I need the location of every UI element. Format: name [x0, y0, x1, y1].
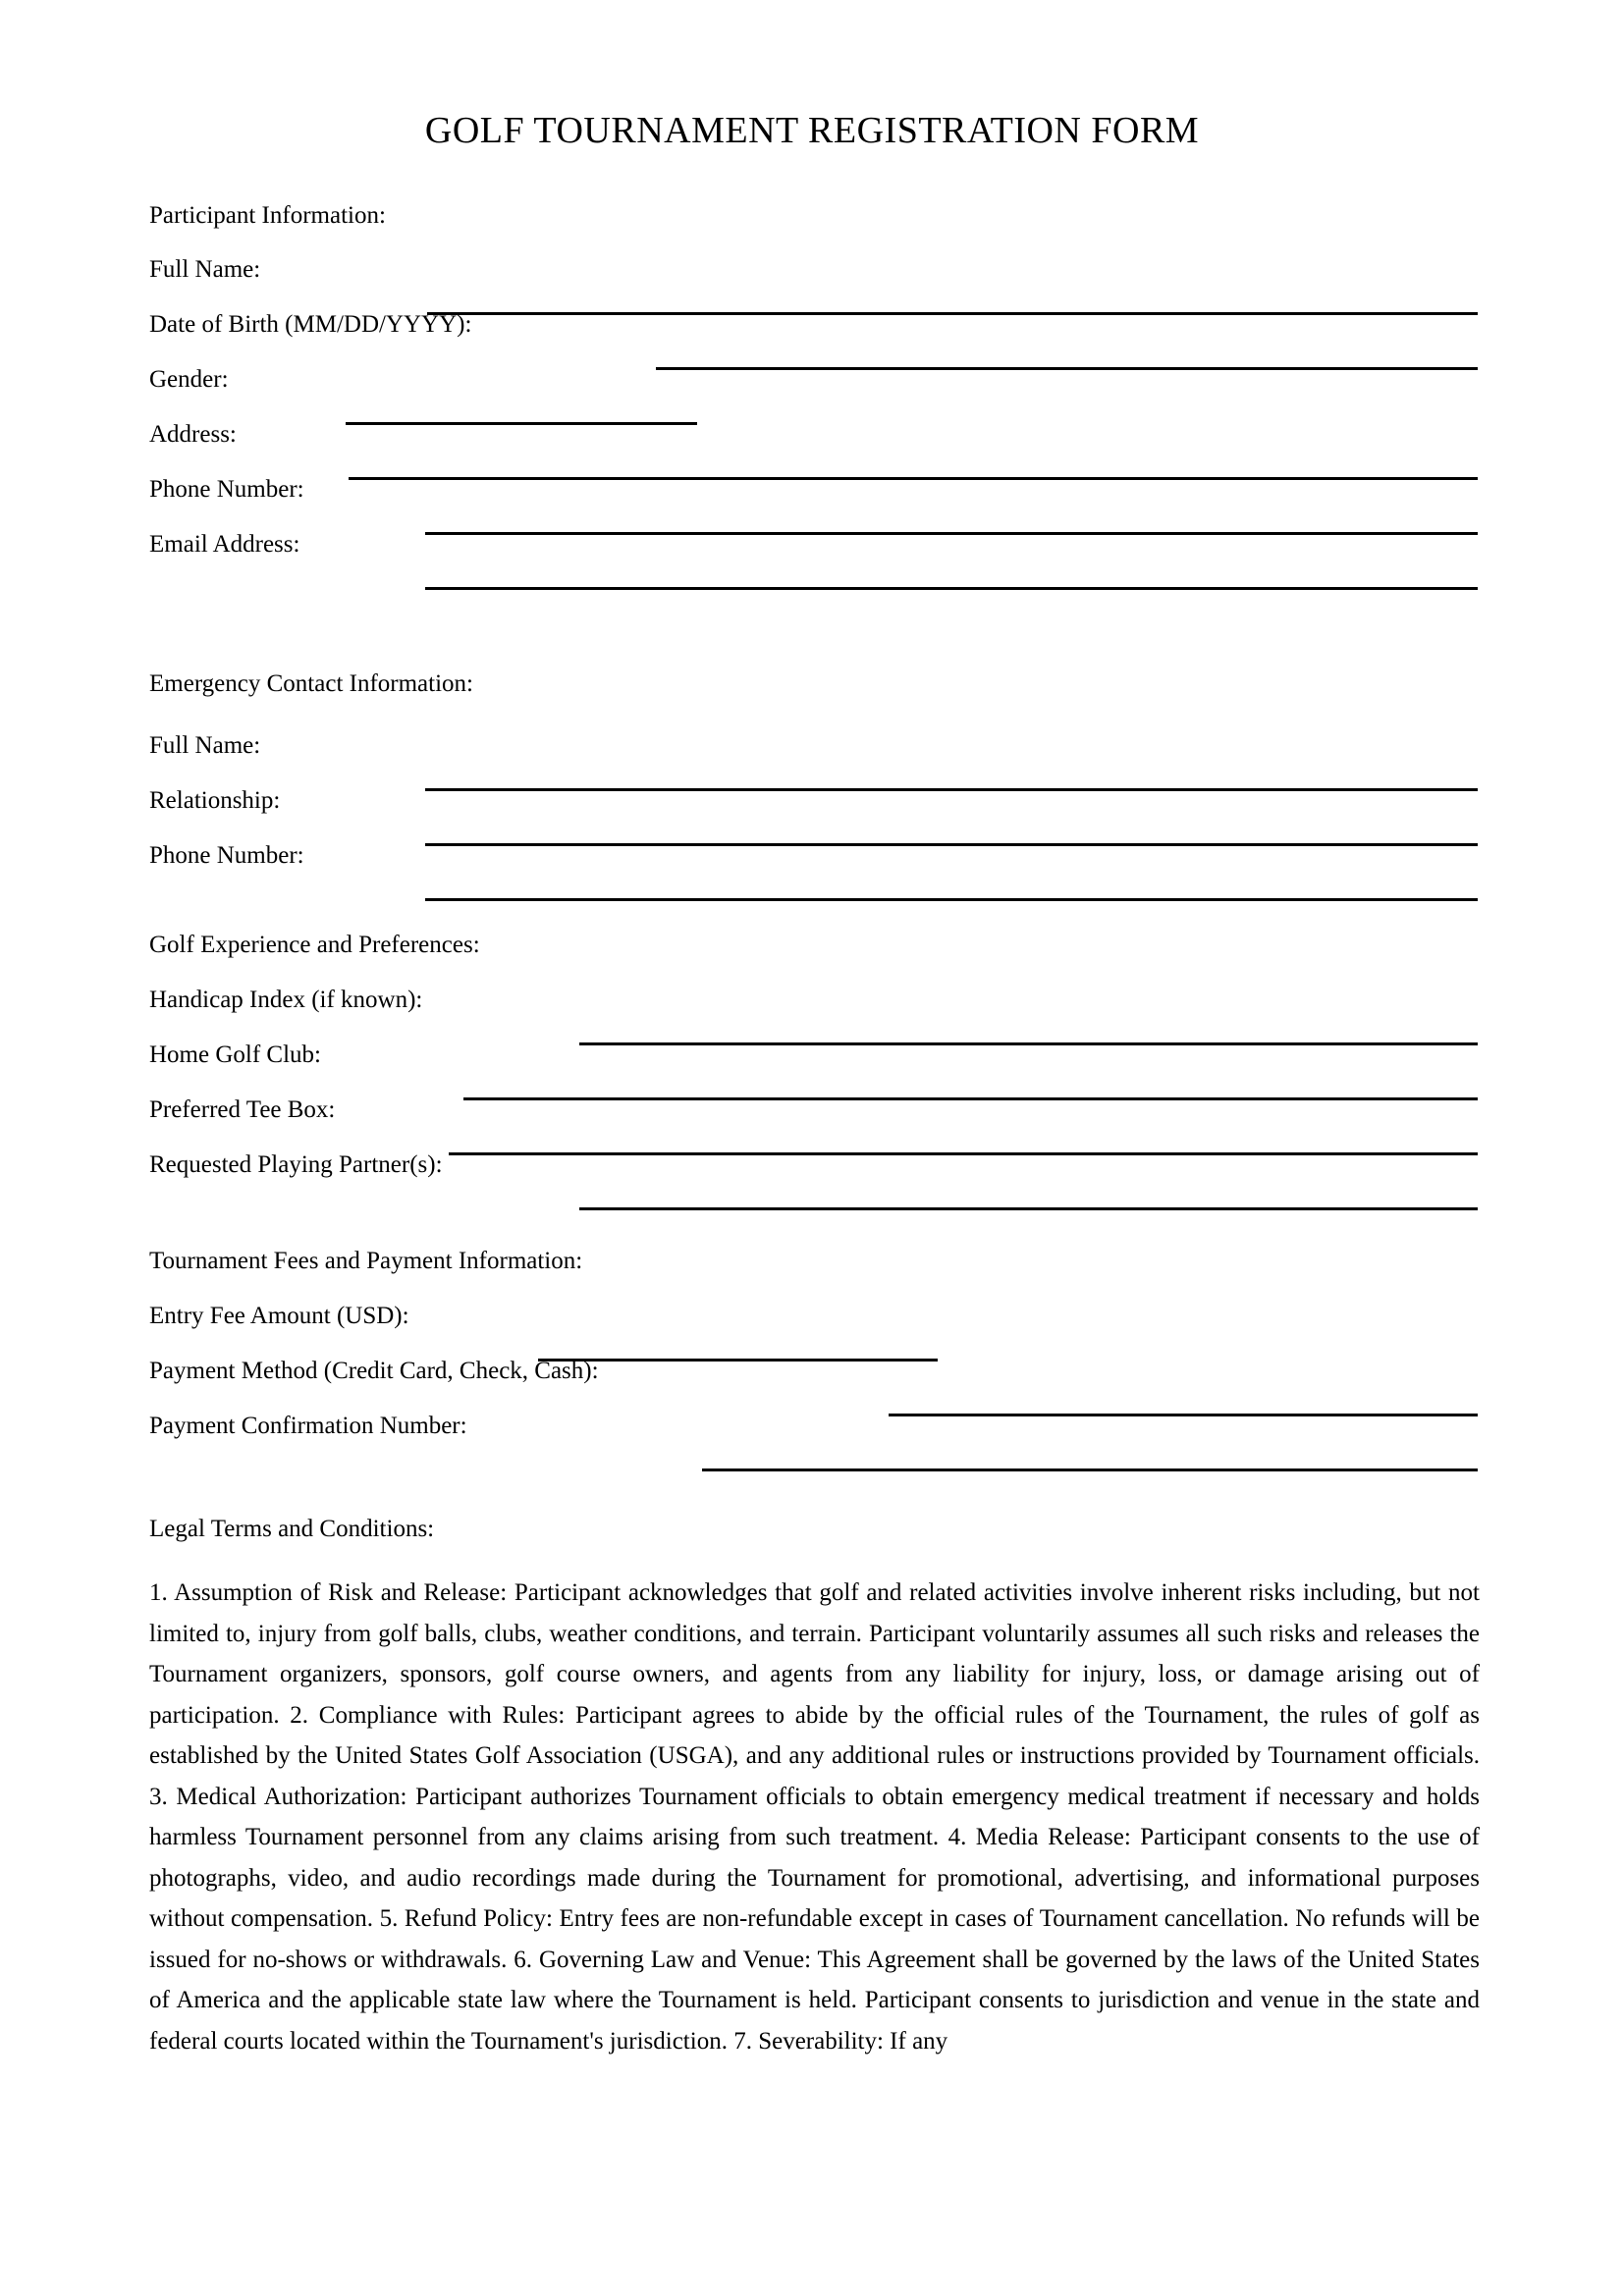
field-label-full-name: Full Name:: [149, 256, 261, 283]
field-label-emergency-full-name: Full Name:: [149, 732, 261, 759]
field-label-email-address: Email Address:: [149, 531, 300, 558]
field-input-requested-playing-partners[interactable]: [579, 1207, 1478, 1210]
field-label-entry-fee-amount: Entry Fee Amount (USD):: [149, 1303, 409, 1329]
field-label-phone-number: Phone Number:: [149, 476, 304, 503]
legal-terms-paragraph: 1. Assumption of Risk and Release: Participant acknowledges that golf and related activities involve inherent risks including, but not limited to, injury from golf balls, clubs, weather conditions, and terrain. Participant voluntarily assumes all such risks and releases the Tournament organizers, sponsors, golf course owners, and agents from any liability for injury, loss, or damage arising out of participation. 2. Compliance with Rules: Participant agrees to abide by the official rules of the Tournament, the rules of golf as established by the United States Golf Association (USGA), and any additional rules or instructions provided by Tournament officials. 3. Medical Authorization: Participant authorizes Tournament officials to obtain emergency medical treatment if necessary and holds harmless Tournament personnel from any claims arising from such treatment. 4. Media Release: Participant consents to the use of photographs, video, and audio recordings made during the Tournament for promotional, advertising, and informational purposes without compensation. 5. Refund Policy: Entry fees are non-refundable except in cases of Tournament cancellation. No refunds will be issued for no-shows or withdrawals. 6. Governing Law and Venue: This Agreement shall be governed by the laws of the United States of America and the applicable state law where the Tournament is held. Participant consents to jurisdiction and venue in the state and federal courts located within the Tournament's jurisdiction. 7. Severability: If any: [149, 1579, 1480, 2055]
section-heading-legal-terms-and-conditions: Legal Terms and Conditions:: [149, 1516, 435, 1542]
field-label-gender: Gender:: [149, 366, 229, 393]
field-label-emergency-relationship: Relationship:: [149, 787, 281, 814]
field-label-requested-playing-partners: Requested Playing Partner(s):: [149, 1151, 443, 1178]
field-input-preferred-tee-box[interactable]: [449, 1152, 1478, 1155]
field-input-address[interactable]: [349, 477, 1478, 480]
field-input-full-name[interactable]: [427, 312, 1478, 315]
field-input-emergency-phone-number[interactable]: [425, 898, 1478, 901]
field-label-address: Address:: [149, 421, 237, 448]
section-heading-participant-information: Participant Information:: [149, 202, 386, 229]
field-label-emergency-phone-number: Phone Number:: [149, 842, 304, 869]
section-heading-golf-experience-and-preferences: Golf Experience and Preferences:: [149, 932, 480, 958]
section-heading-emergency-contact-information: Emergency Contact Information:: [149, 670, 473, 697]
field-input-gender[interactable]: [346, 422, 697, 425]
field-input-payment-confirmation-number[interactable]: [702, 1468, 1478, 1471]
field-label-payment-confirmation-number: Payment Confirmation Number:: [149, 1413, 467, 1439]
field-label-date-of-birth: Date of Birth (MM/DD/YYYY):: [149, 311, 472, 338]
field-input-emergency-full-name[interactable]: [425, 788, 1478, 791]
field-label-handicap-index: Handicap Index (if known):: [149, 987, 423, 1013]
field-input-emergency-relationship[interactable]: [425, 843, 1478, 846]
field-input-home-golf-club[interactable]: [463, 1097, 1478, 1100]
field-input-date-of-birth[interactable]: [656, 367, 1478, 370]
field-input-payment-method[interactable]: [889, 1414, 1478, 1416]
field-label-preferred-tee-box: Preferred Tee Box:: [149, 1096, 336, 1123]
page-title: GOLF TOURNAMENT REGISTRATION FORM: [424, 110, 1200, 151]
section-heading-tournament-fees-and-payment-information: Tournament Fees and Payment Information:: [149, 1248, 583, 1274]
field-input-phone-number[interactable]: [425, 532, 1478, 535]
field-label-home-golf-club: Home Golf Club:: [149, 1041, 321, 1068]
field-input-handicap-index[interactable]: [579, 1042, 1478, 1045]
field-label-payment-method: Payment Method (Credit Card, Check, Cash):: [149, 1358, 599, 1384]
field-input-email-address[interactable]: [425, 587, 1478, 590]
